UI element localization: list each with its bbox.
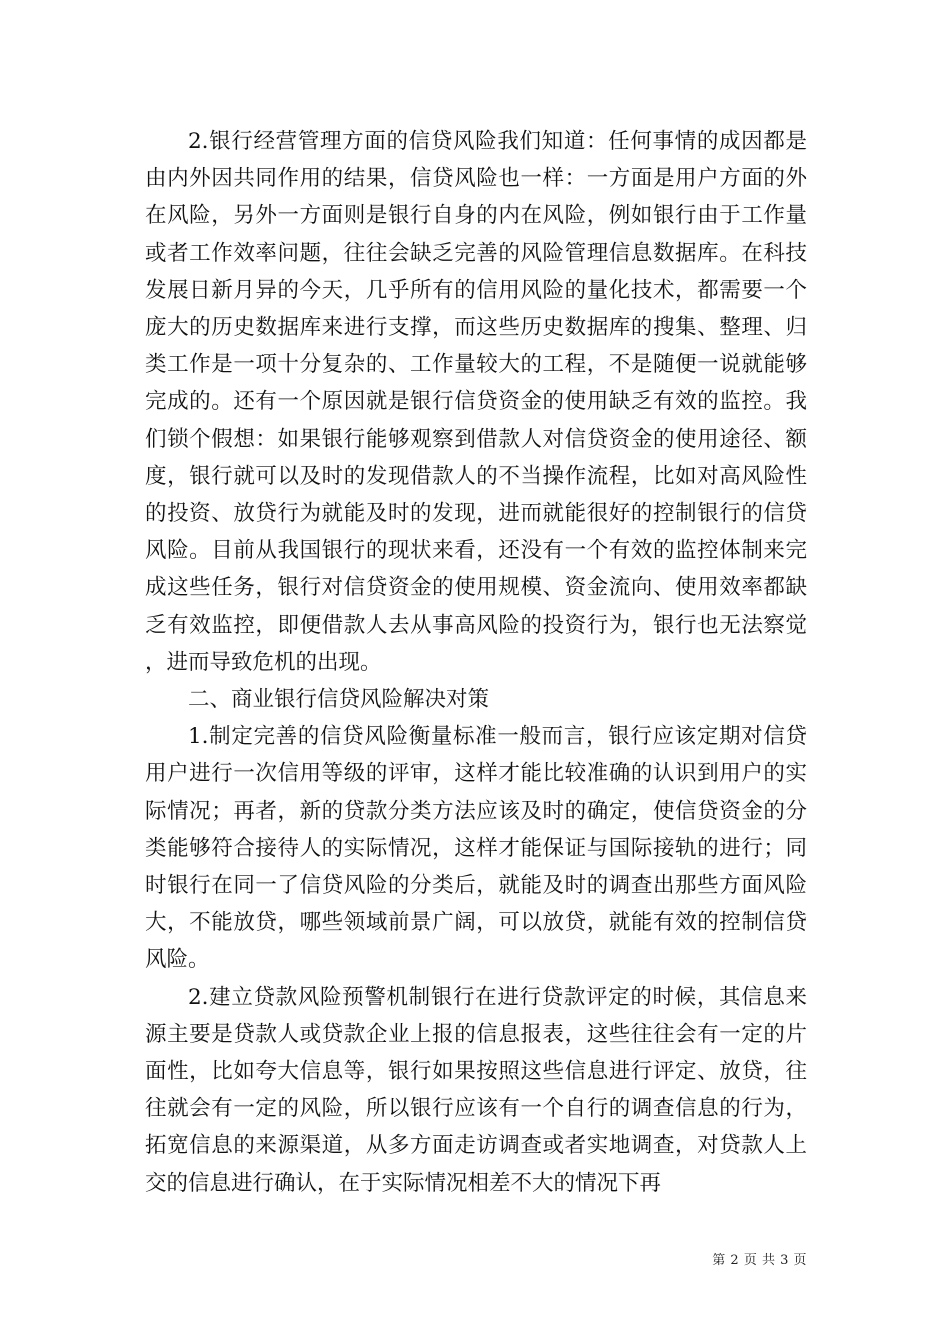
paragraph-early-warning: 2.建立贷款风险预警机制银行在进行贷款评定的时候，其信息来源主要是贷款人或贷款企业上报的信息报表，这些往往会有一定的片面性，比如夸大信息等，银行如果按照这些信息进行评定、放贷，往往就会有一定的风险，所以银行应该有一个自行的调查信息的行为，拓宽信息的来源渠道，从多方面走访调查或者实地调查，对贷款人上交的信息进行确认，在于实际情况相差不大的情况下再 [145, 984, 807, 1196]
paragraph-risk-standards: 1.制定完善的信贷风险衡量标准一般而言，银行应该定期对信贷用户进行一次信用等级的评审，这样才能比较准确的认识到用户的实际情况；再者，新的贷款分类方法应该及时的确定，使信贷资金的分类能够符合接待人的实际情况，这样才能保证与国际接轨的进行；同时银行在同一了信贷风险的分类后，就能及时的调查出那些方面风险大，不能放贷，哪些领域前景广阔，可以放贷，就能有效的控制信贷风险。 [145, 724, 807, 973]
document-body [145, 123, 807, 1202]
paragraph-bank-management-risk: 2.银行经营管理方面的信贷风险我们知道：任何事情的成因都是由内外因共同作用的结果，信贷风险也一样：一方面是用户方面的外在风险，另外一方面则是银行自身的内在风险，例如银行由于工作量或者工作效率问题，往往会缺乏完善的风险管理信息数据库。在科技发展日新月异的今天，几乎所有的信用风险的量化技术，都需要一个庞大的历史数据库来进行支撑，而这些历史数据库的搜集、整理、归类工作是一项十分复杂的、工作量较大的工程，不是随便一说就能够完成的。还有一个原因就是银行信贷资金的使用缺乏有效的监控。我们锁个假想：如果银行能够观察到借款人对信贷资金的使用途径、额度，银行就可以及时的发现借款人的不当操作流程，比如对高风险性的投资、放贷行为就能及时的发现，进而就能很好的控制银行的信贷风险。目前从我国银行的现状来看，还没有一个有效的监控体制来完成这些任务，银行对信贷资金的使用规模、资金流向、使用效率都缺乏有效监控，即便借款人去从事高风险的投资行为，银行也无法察觉，进而导致危机的出现。 [145, 129, 807, 675]
section-heading-countermeasures: 二、商业银行信贷风险解决对策 [188, 687, 490, 713]
page-number-footer: 第 2 页 共 3 页 [712, 1253, 807, 1268]
